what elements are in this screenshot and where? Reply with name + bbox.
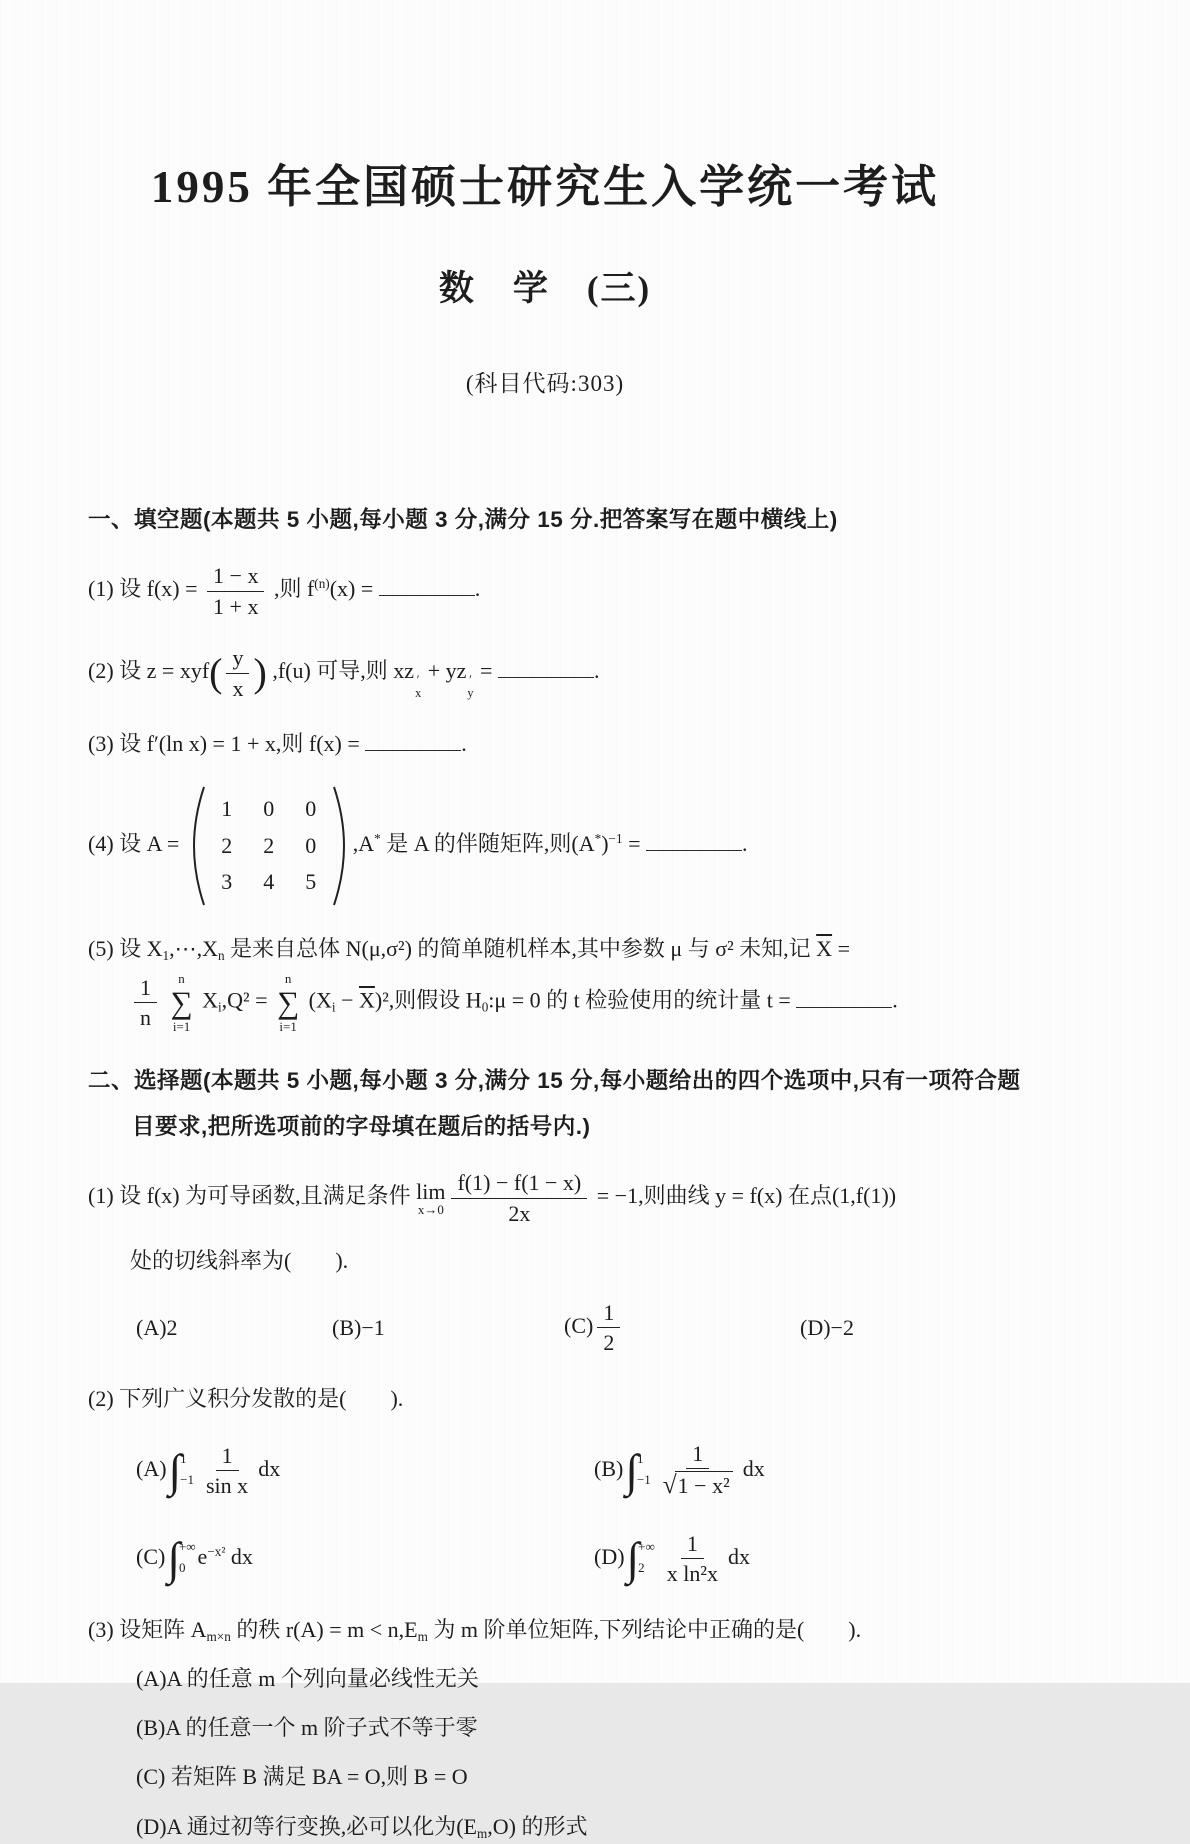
section1-heading: 一、填空题(本题共 5 小题,每小题 3 分,满分 15 分.把答案写在题中横线上) bbox=[88, 507, 838, 532]
answer-blank bbox=[796, 988, 892, 1008]
question-text: − bbox=[341, 987, 354, 1013]
question-text: = bbox=[837, 936, 850, 962]
option-label: (C) bbox=[136, 1543, 166, 1569]
fraction bbox=[200, 1442, 254, 1500]
subscript-0: 0 bbox=[481, 999, 489, 1015]
subscript-n: n bbox=[218, 948, 225, 964]
integral bbox=[625, 1444, 651, 1496]
fraction bbox=[657, 1440, 739, 1502]
question-text: (1) 设 f(x) = bbox=[88, 576, 198, 602]
integral bbox=[168, 1444, 194, 1496]
page-title: 1995 年全国硕士研究生入学统一考试 bbox=[150, 162, 940, 212]
fraction bbox=[451, 1169, 587, 1227]
question-text: ,⋯,X bbox=[169, 936, 219, 962]
fraction-denominator: x ln²x bbox=[666, 1561, 718, 1587]
period: . bbox=[892, 987, 898, 1013]
matrix-right-paren bbox=[332, 785, 347, 907]
integral-limits bbox=[179, 1536, 196, 1582]
subscript-m: m bbox=[476, 1825, 488, 1841]
question-text: ,Q² = bbox=[221, 987, 268, 1013]
option-d bbox=[594, 1530, 1150, 1588]
question-text: X bbox=[202, 987, 218, 1013]
question-text: )²,则假设 H bbox=[374, 987, 482, 1013]
integral-lower: 0 bbox=[178, 1560, 186, 1576]
integral-options-grid bbox=[136, 1440, 1150, 1588]
matrix-cell: 0 bbox=[263, 796, 275, 822]
sum-lower: i=1 bbox=[172, 1019, 191, 1035]
subscript-mxn: m×n bbox=[206, 1628, 231, 1644]
matrix-cell: 4 bbox=[263, 869, 275, 895]
question-text: ,则 f bbox=[273, 576, 315, 602]
fill-blank-question-3 bbox=[88, 726, 1150, 761]
option-text: (D)A 通过初等行变换,必可以化为(E bbox=[136, 1813, 477, 1839]
prime-mark: ′ bbox=[416, 673, 420, 688]
matrix-cell: 0 bbox=[305, 832, 317, 858]
fraction-denominator: sin x bbox=[206, 1473, 249, 1499]
superscript-n: (n) bbox=[314, 576, 330, 592]
question-line bbox=[88, 1169, 1150, 1227]
fill-blank-question-5 bbox=[88, 931, 1150, 1033]
option-c bbox=[564, 1299, 800, 1357]
answer-blank bbox=[379, 576, 475, 596]
question-line bbox=[88, 931, 1150, 966]
sum-lower: i=1 bbox=[279, 1019, 297, 1035]
matrix-cell: 5 bbox=[305, 869, 317, 895]
differential: dx bbox=[258, 1455, 281, 1481]
matrix-cell: 2 bbox=[263, 832, 275, 858]
option-label: (B) bbox=[594, 1455, 624, 1481]
integral bbox=[626, 1532, 655, 1584]
subscript-m: m bbox=[417, 1628, 428, 1644]
subscript-i: i bbox=[331, 999, 336, 1015]
question-text: 的秩 r(A) = m < n,E bbox=[236, 1616, 418, 1642]
fraction bbox=[661, 1530, 724, 1588]
right-paren: ) bbox=[253, 650, 267, 695]
question-text: (x) = bbox=[329, 576, 374, 602]
integral-upper: 1 bbox=[636, 1450, 644, 1466]
fraction-numerator: f(1) − f(1 − x) bbox=[451, 1169, 587, 1199]
integral-lower: −1 bbox=[636, 1472, 651, 1487]
question-text: = bbox=[628, 831, 641, 857]
summation bbox=[277, 972, 299, 1033]
sigma: ∑ bbox=[277, 985, 300, 1021]
exam-body bbox=[88, 502, 1150, 1844]
matrix-cell: 2 bbox=[221, 832, 233, 858]
fraction-denominator bbox=[657, 1469, 739, 1502]
question-text: = bbox=[480, 658, 493, 684]
fraction-numerator: 1 bbox=[597, 1299, 620, 1329]
fraction-numerator: 1 − x bbox=[207, 562, 264, 592]
options-row bbox=[136, 1299, 1150, 1357]
integral-limits bbox=[180, 1448, 194, 1494]
option-a: (A)2 bbox=[136, 1314, 178, 1340]
question-line bbox=[88, 1612, 1150, 1647]
period: . bbox=[741, 831, 748, 857]
sqrt-argument: 1 − x² bbox=[675, 1471, 733, 1498]
option-b: (B)A 的任意一个 m 阶子式不等于零 bbox=[136, 1715, 478, 1741]
option-a: (A)A 的任意 m 个列向量必线性无关 bbox=[136, 1666, 479, 1692]
superscript-star: * bbox=[374, 831, 381, 847]
period: . bbox=[593, 658, 600, 684]
sum-upper: n bbox=[284, 971, 292, 987]
fraction-denominator: x bbox=[232, 675, 244, 701]
fraction-numerator: y bbox=[226, 644, 249, 674]
fill-blank-question-2 bbox=[88, 644, 1150, 702]
exp-base: e bbox=[197, 1543, 208, 1569]
option-label: (A) bbox=[136, 1455, 167, 1481]
subscript-1: 1 bbox=[162, 948, 170, 964]
subscript-x: x bbox=[415, 686, 422, 701]
integral-limits bbox=[638, 1536, 655, 1582]
fill-blank-question-4 bbox=[88, 785, 1150, 907]
exam-header bbox=[0, 0, 1090, 398]
integral bbox=[167, 1532, 196, 1584]
integral-sign: ∫ bbox=[626, 1532, 640, 1584]
integral-upper: +∞ bbox=[638, 1538, 655, 1554]
integral-upper: 1 bbox=[180, 1450, 187, 1466]
question-text: (X bbox=[308, 987, 332, 1013]
question-text: ) bbox=[601, 831, 609, 857]
prime-mark: ′ bbox=[469, 673, 472, 688]
question-text: 是来自总体 N(μ,σ²) 的简单随机样本,其中参数 μ 与 σ² 未知,记 bbox=[230, 936, 811, 962]
option-d: (D)−2 bbox=[800, 1314, 854, 1340]
option-d bbox=[136, 1809, 1150, 1844]
fraction bbox=[597, 1299, 620, 1357]
fraction bbox=[134, 974, 157, 1032]
question-text: (5) 设 X bbox=[88, 936, 163, 962]
choice-question-1 bbox=[88, 1169, 1150, 1356]
left-paren: ( bbox=[209, 650, 223, 695]
question-text: = −1,则曲线 y = f(x) 在点(1,f(1)) bbox=[596, 1183, 897, 1209]
question-text: (4) 设 A = bbox=[88, 831, 180, 857]
limit bbox=[416, 1180, 445, 1217]
integral-lower: −1 bbox=[180, 1472, 194, 1487]
superscript-star: * bbox=[594, 831, 602, 847]
fraction-denominator: 2 bbox=[603, 1330, 615, 1356]
question-line bbox=[130, 972, 1150, 1033]
question-text: (2) 设 z = xyf bbox=[88, 658, 210, 684]
answer-blank bbox=[646, 831, 742, 851]
section2-heading-cont: 目要求,把所选项前的字母填在题后的括号内.) bbox=[132, 1114, 591, 1140]
fraction-numerator: 1 bbox=[134, 974, 157, 1004]
fraction-numerator: 1 bbox=[686, 1440, 709, 1470]
option-label: (C) bbox=[564, 1312, 594, 1338]
prime-subscript-y bbox=[467, 674, 473, 700]
fraction-denominator: 2x bbox=[508, 1200, 531, 1226]
subscript-i: i bbox=[218, 999, 222, 1015]
question-text: (3) 设 f′(ln x) = 1 + x,则 f(x) = bbox=[88, 731, 360, 756]
integral-lower: 2 bbox=[638, 1560, 645, 1576]
fraction-denominator: n bbox=[140, 1005, 151, 1031]
option-a bbox=[136, 1442, 594, 1500]
differential: dx bbox=[727, 1543, 750, 1569]
sigma: ∑ bbox=[170, 985, 193, 1021]
period: . bbox=[474, 576, 481, 602]
choice-question-3 bbox=[88, 1612, 1150, 1844]
section2-heading: 二、选择题(本题共 5 小题,每小题 3 分,满分 15 分,每小题给出的四个选项中,只有一项符合题 bbox=[88, 1068, 1021, 1094]
question-text: 为 m 阶单位矩阵,下列结论中正确的是( ). bbox=[433, 1616, 862, 1642]
x-bar: $\overline{X}$ bbox=[816, 936, 833, 962]
limit-word: lim bbox=[416, 1179, 446, 1204]
differential: dx bbox=[230, 1543, 253, 1569]
integral-sign: ∫ bbox=[168, 1444, 182, 1496]
choice-question-2 bbox=[88, 1381, 1150, 1588]
question-text: 是 A 的伴随矩阵,则(A bbox=[386, 831, 595, 857]
matrix-cell: 3 bbox=[221, 869, 233, 895]
period: . bbox=[461, 731, 467, 756]
limit-subscript: x→0 bbox=[417, 1202, 444, 1218]
answer-blank bbox=[498, 658, 594, 678]
fraction-numerator: 1 bbox=[681, 1530, 704, 1560]
integral-limits bbox=[637, 1448, 651, 1494]
sum-upper: n bbox=[178, 971, 185, 987]
integral-sign: ∫ bbox=[625, 1444, 638, 1496]
question-text: (1) 设 f(x) 为可导函数,且满足条件 bbox=[88, 1183, 411, 1209]
matrix-left-paren bbox=[191, 785, 206, 907]
answer-blank bbox=[365, 731, 461, 751]
sqrt-icon: √ bbox=[662, 1471, 677, 1500]
option-label: (D) bbox=[594, 1543, 625, 1569]
matrix-cell: 0 bbox=[305, 796, 317, 822]
summation bbox=[171, 972, 193, 1033]
fraction-denominator: 1 + x bbox=[213, 593, 259, 619]
question-text: ,A bbox=[352, 831, 375, 857]
superscript-minus-1: −1 bbox=[608, 831, 623, 847]
prime-subscript-x bbox=[415, 674, 421, 700]
matrix bbox=[191, 785, 347, 907]
question-text: :μ = 0 的 t 检验使用的统计量 t = bbox=[488, 987, 791, 1013]
question-text: + yz bbox=[427, 658, 467, 684]
option-b: (B)−1 bbox=[332, 1314, 385, 1340]
integral-sign: ∫ bbox=[167, 1532, 180, 1584]
matrix-cell: 1 bbox=[221, 796, 233, 822]
option-c: (C) 若矩阵 B 满足 BA = O,则 B = O bbox=[136, 1764, 468, 1790]
subject-title: 数 学 (三) bbox=[438, 269, 652, 308]
x-bar: $\overline{X}$ bbox=[358, 987, 375, 1013]
subscript-y: y bbox=[467, 686, 474, 701]
question-text: ,f(u) 可导,则 xz bbox=[272, 658, 415, 684]
subject-code: (科目代码:303) bbox=[465, 371, 625, 396]
exponent: −x² bbox=[207, 1544, 226, 1559]
matrix-grid bbox=[206, 791, 332, 901]
fill-blank-question-1 bbox=[88, 562, 1150, 620]
differential: dx bbox=[742, 1455, 765, 1481]
fraction bbox=[226, 644, 249, 702]
question-line: 处的切线斜率为( ). bbox=[130, 1248, 349, 1274]
fraction-numerator: 1 bbox=[216, 1442, 239, 1472]
option-text: ,O) 的形式 bbox=[487, 1813, 588, 1839]
option-b bbox=[594, 1440, 1150, 1502]
integral-upper: +∞ bbox=[178, 1538, 196, 1554]
question-text: (3) 设矩阵 A bbox=[88, 1616, 207, 1642]
fraction bbox=[207, 562, 264, 620]
option-c bbox=[136, 1532, 594, 1584]
question-line: (2) 下列广义积分发散的是( ). bbox=[88, 1385, 404, 1411]
